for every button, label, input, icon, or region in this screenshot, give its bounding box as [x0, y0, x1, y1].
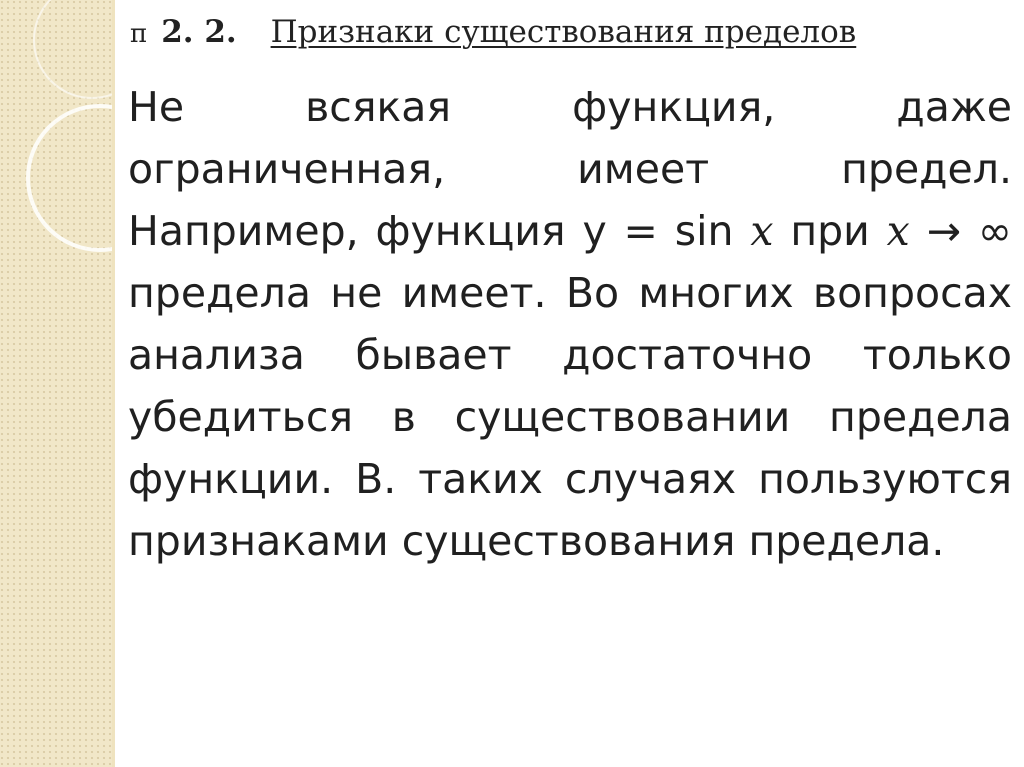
section-title: Признаки существования пределов — [270, 14, 857, 50]
paragraph-text-2: при — [773, 207, 887, 255]
paragraph-text-3: → ∞ предела не имеет. Во многих вопросах анализа бывает достаточно только убедиться в существовании предела функции. В. таких случаях пользуются признаками существования предела. — [128, 207, 1013, 565]
paragraph-text-1: Не всякая функция, даже ограниченная, имеет предел. Например, функция y = sin — [128, 83, 1012, 255]
math-variable-x: x — [750, 207, 774, 255]
section-number: 2. 2. — [161, 14, 237, 50]
math-variable-x: x — [886, 207, 910, 255]
body-paragraph — [128, 76, 1012, 572]
title-prefix: п — [130, 19, 148, 49]
slide-title — [130, 10, 1010, 56]
